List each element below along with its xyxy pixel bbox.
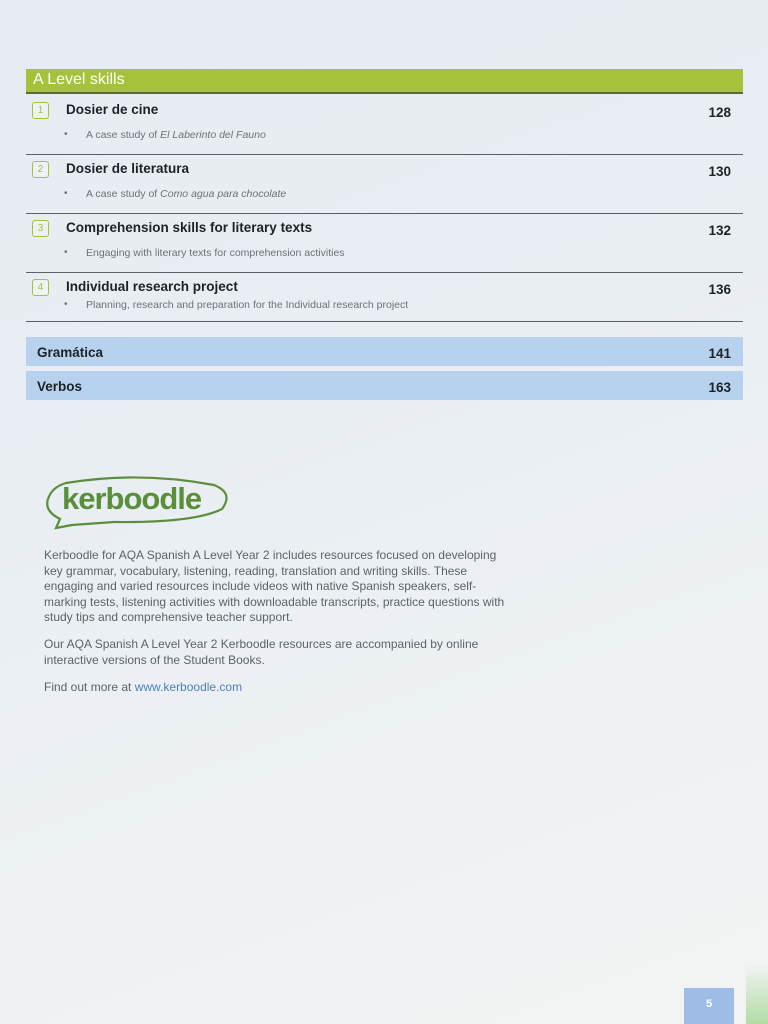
toc-entry-2[interactable] (26, 155, 743, 214)
kerboodle-link[interactable]: www.kerboodle.com (134, 680, 243, 694)
entry-description: Engaging with literary texts for comprehension activities (86, 247, 345, 259)
logo-text: kerboodle (62, 481, 202, 516)
bullet-icon: • (64, 247, 68, 258)
entry-title: Individual research project (66, 279, 238, 294)
toc-bar-gramatica[interactable] (26, 337, 743, 366)
section-title: A Level skills (33, 71, 125, 88)
entry-description: A case study of Como agua para chocolate (86, 188, 287, 200)
entry-page-number: 132 (708, 223, 731, 238)
bar-page-number: 163 (708, 380, 731, 395)
bullet-icon: • (64, 299, 68, 310)
kerboodle-description: Kerboodle for AQA Spanish A Level Year 2 includes resources focused on developing key grammar, vocabulary, listening, reading, translation and writing skills. These engaging and varied resources include videos with native Spanish speakers, self-marking tests, listening activities with downloadable transcripts, practice questions with study tips and comprehensive teacher support. (44, 548, 505, 624)
entry-title: Dosier de cine (66, 102, 159, 117)
entry-title: Comprehension skills for literary texts (66, 220, 313, 235)
entry-number-badge: 4 (32, 279, 49, 296)
toc-bar-verbos[interactable] (26, 371, 743, 400)
section-header (26, 69, 743, 94)
bullet-icon: • (64, 188, 68, 199)
kerboodle-logo (44, 475, 234, 531)
bar-label: Gramática (37, 345, 104, 360)
toc-entry-4[interactable] (26, 273, 743, 322)
page-number: 5 (705, 998, 713, 1010)
kerboodle-online-note: Our AQA Spanish A Level Year 2 Kerboodle resources are accompanied by online interactive versions of the Student Books. (44, 637, 479, 667)
entry-title: Dosier de literatura (66, 161, 190, 176)
entry-number-badge: 3 (32, 220, 49, 237)
entry-page-number: 130 (708, 164, 731, 179)
entry-description: A case study of El Laberinto del Fauno (86, 129, 266, 141)
entry-description: Planning, research and preparation for the Individual research project (86, 299, 409, 311)
corner-decoration (746, 964, 768, 1024)
bar-page-number: 141 (708, 346, 731, 361)
bullet-icon: • (64, 129, 68, 140)
toc-entry-1[interactable] (26, 96, 743, 155)
entry-page-number: 128 (708, 105, 731, 120)
toc-entry-3[interactable] (26, 214, 743, 273)
entry-number-badge: 1 (32, 102, 49, 119)
bar-label: Verbos (37, 379, 83, 394)
entry-number-badge: 2 (32, 161, 49, 178)
kerboodle-find-out: Find out more at www.kerboodle.com (44, 680, 243, 694)
page-number-badge (684, 988, 734, 1024)
entry-page-number: 136 (708, 282, 731, 297)
